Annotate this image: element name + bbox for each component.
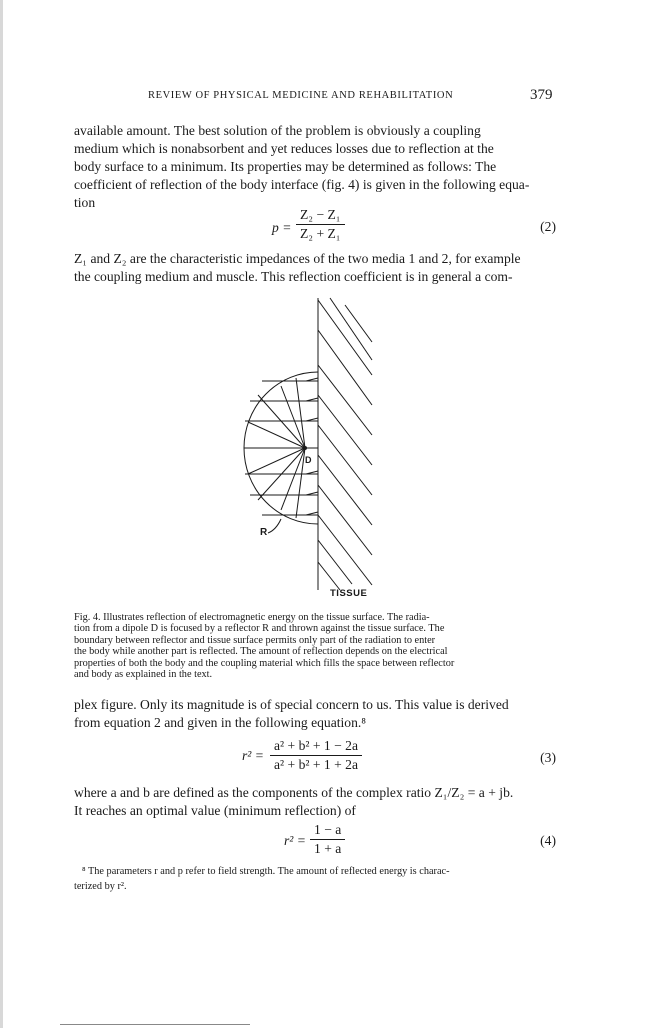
reflector-label: R bbox=[260, 527, 268, 538]
fraction-numerator: Z₂ − Z₁ bbox=[300, 207, 341, 222]
equation-number: (3) bbox=[540, 750, 556, 765]
caption-line: the body while another part is reflected. The amount of reflection depends on the electrical bbox=[74, 646, 448, 658]
tissue-label: TISSUE bbox=[330, 588, 368, 599]
fraction-denominator: a² + b² + 1 + 2a bbox=[274, 757, 358, 772]
text-line: where a and b are defined as the components of the complex ratio Z₁/Z₂ = a + jb. bbox=[74, 785, 514, 800]
text-line: It reaches an optimal value (minimum reflection) of bbox=[74, 803, 356, 818]
caption-line: tion from a dipole D is focused by a reflector R and thrown against the tissue surface. The bbox=[74, 623, 445, 635]
equation-fraction bbox=[270, 738, 362, 773]
text-line: tion bbox=[74, 195, 96, 210]
equation-3 bbox=[74, 738, 556, 782]
equation-4 bbox=[74, 822, 556, 866]
text-line: medium which is nonabsorbent and yet reduces losses due to reflection at the bbox=[74, 141, 494, 156]
fraction-denominator: 1 + a bbox=[314, 841, 342, 856]
caption-line: Fig. 4. Illustrates reflection of electromagnetic energy on the tissue surface. The radia- bbox=[74, 612, 430, 623]
equation-lhs: p = bbox=[272, 220, 292, 235]
footnote-line: ⁸ The parameters r and p refer to field strength. The amount of reflected energy is charac- bbox=[82, 866, 450, 877]
figure-caption bbox=[74, 612, 556, 680]
equation-number: (4) bbox=[540, 833, 556, 848]
body-paragraph-3 bbox=[74, 696, 556, 732]
text-line: plex figure. Only its magnitude is of special concern to us. This value is derived bbox=[74, 697, 509, 712]
dipole-label: D bbox=[305, 455, 312, 465]
text-line: body surface to a minimum. Its properties may be determined as follows: The bbox=[74, 159, 497, 174]
running-header: REVIEW OF PHYSICAL MEDICINE AND REHABILITATION bbox=[148, 90, 454, 101]
caption-line: and body as explained in the text. bbox=[74, 669, 213, 681]
caption-line: boundary between reflector and tissue surface permits only part of the radiation to enter bbox=[74, 634, 436, 646]
footnote bbox=[74, 864, 556, 894]
body-paragraph-4 bbox=[74, 784, 556, 820]
diagonal-rays bbox=[318, 298, 372, 590]
bottom-rule bbox=[60, 1024, 250, 1025]
dipole-point bbox=[303, 446, 307, 450]
caption-line: properties of both the body and the coupling material which fills the space between reflector bbox=[74, 657, 455, 669]
equation-lhs: r² = bbox=[284, 833, 306, 848]
fraction-numerator: a² + b² + 1 − 2a bbox=[274, 738, 358, 753]
text-line: from equation 2 and given in the following equation.⁸ bbox=[74, 715, 367, 730]
text-line: coefficient of reflection of the body interface (fig. 4) is given in the following equa- bbox=[74, 177, 530, 192]
text-line: the coupling medium and muscle. This reflection coefficient is in general a com- bbox=[74, 269, 513, 284]
reflector-leader bbox=[268, 519, 281, 533]
fraction-denominator: Z₂ + Z₁ bbox=[300, 226, 341, 241]
equation-fraction bbox=[310, 822, 345, 857]
fraction-numerator: 1 − a bbox=[314, 822, 342, 837]
page-number: 379 bbox=[530, 87, 553, 103]
fraction-bar bbox=[270, 755, 362, 756]
equation-number: (2) bbox=[540, 219, 556, 234]
text-line: Z₁ and Z₂ are the characteristic impedances of the two media 1 and 2, for example bbox=[74, 251, 521, 266]
fraction-bar bbox=[310, 839, 345, 840]
footnote-line: terized by r². bbox=[74, 881, 127, 892]
equation-lhs: r² = bbox=[242, 748, 264, 763]
arrow-ticks bbox=[306, 378, 318, 515]
text-line: available amount. The best solution of the problem is obviously a coupling bbox=[74, 123, 481, 138]
